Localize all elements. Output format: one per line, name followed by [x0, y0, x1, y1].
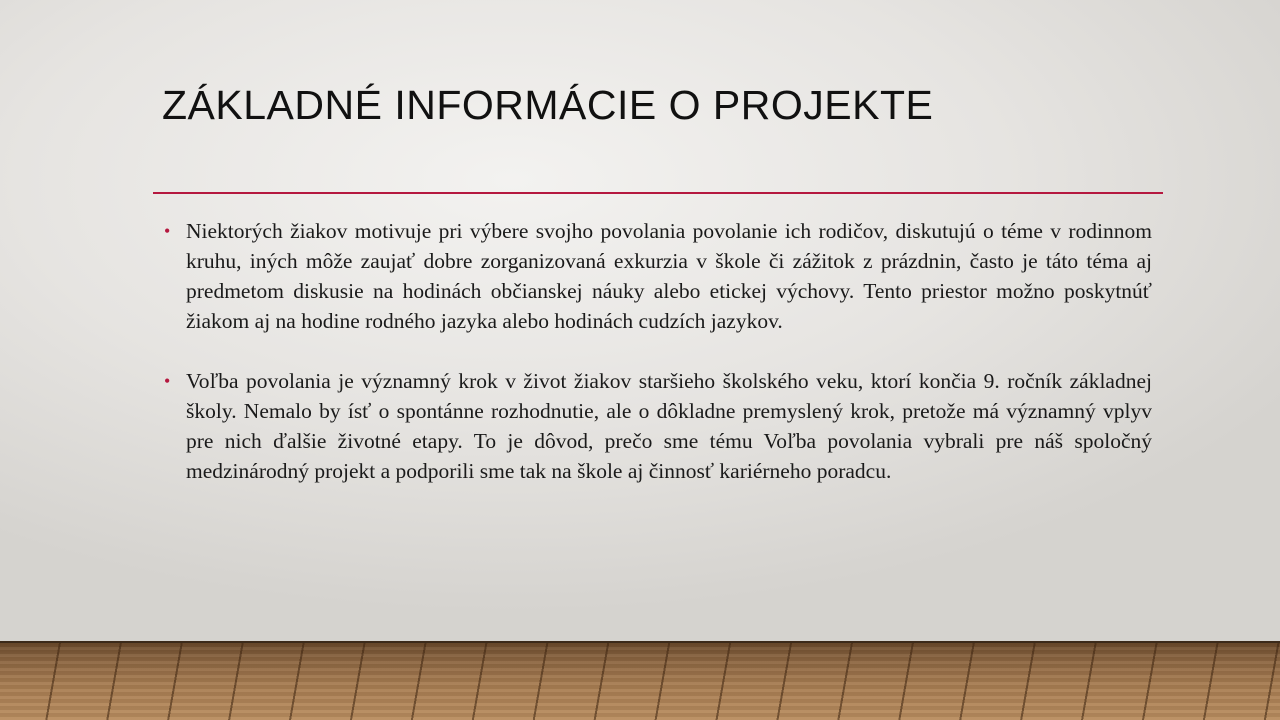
bullet-item: [164, 216, 1152, 336]
bullet-text: Niektorých žiakov motivuje pri výbere svojho povolania povolanie ich rodičov, diskutujú o téme v rodinnom kruhu, iných môže zaujať dobre zorganizovaná exkurzia v škole či zážitok z prázdnin, často je táto téma aj predmetom diskusie na hodinách občianskej náuky alebo etickej výchovy. Tento priestor možno poskytnúť žiakom aj na hodine rodného jazyka alebo hodinách cudzích jazykov.: [186, 219, 1152, 333]
bullet-list: [164, 216, 1152, 516]
bullet-icon: •: [164, 221, 171, 241]
bullet-item: [164, 366, 1152, 486]
wooden-floor-decoration: [0, 643, 1280, 720]
bullet-text: Voľba povolania je významný krok v život žiakov staršieho školského veku, ktorí končia 9. ročník základnej školy. Nemalo by ísť o spontánne rozhodnutie, ale o dôkladne premyslený krok, pretože má významný vplyv pre nich ďalšie životné etapy. To je dôvod, prečo sme tému Voľba povolania vybrali pre náš spoločný medzinárodný projekt a podporili sme tak na škole aj činnosť kariérneho poradcu.: [186, 369, 1152, 483]
title-divider: [153, 192, 1163, 194]
slide-title: ZÁKLADNÉ INFORMÁCIE O PROJEKTE: [162, 82, 934, 128]
bullet-icon: •: [164, 371, 171, 391]
